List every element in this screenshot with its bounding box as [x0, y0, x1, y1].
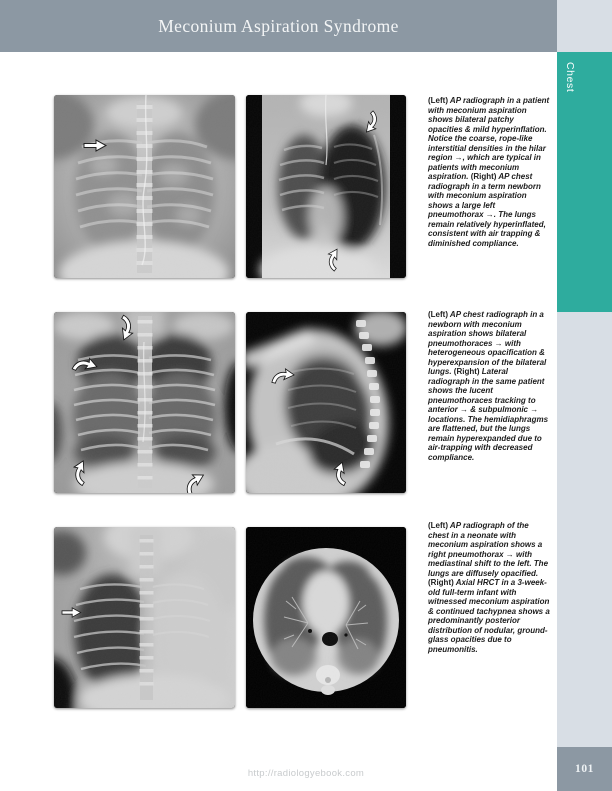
- xray-lateral-image: [246, 312, 406, 493]
- xray-ap-pneumothorax-figure: [246, 95, 406, 278]
- section-tab-chest: [557, 52, 612, 312]
- xray-ap-right-pneumothorax-figure: [54, 527, 235, 708]
- caption-left-label: (Left): [428, 310, 448, 319]
- right-margin-panel: [557, 312, 612, 747]
- caption-left-label: (Left): [428, 521, 448, 530]
- caption-left-text: AP radiograph of the chest in a neonate with meconium aspiration shows a right pneumothorax → with mediastinal shift to the left. The lungs are diffusely opacified.: [428, 521, 549, 578]
- caption-right-text: Lateral radiograph in the same patient shows the lucent pneumothoraces tracking to anterior → & subpulmonic → locations. The hemidiaphragms are flattened, but the lungs remain hyperexpanded due to air-trapping with decreased compliance.: [428, 367, 549, 462]
- ct-axial-hrct-image: [246, 527, 406, 708]
- xray-ap-bilateral-image: [54, 312, 235, 493]
- xray-ap-bilateral-pneumothoraces-figure: [54, 312, 235, 493]
- footer-url: http://radiologyebook.com: [247, 768, 365, 779]
- page-title: Meconium Aspiration Syndrome: [158, 15, 399, 36]
- page-number: 101: [574, 763, 595, 775]
- caption-right-text: AP chest radiograph in a term newborn with meconium aspiration shows a large left pneumothorax →. The lungs remain relatively hyperinflated, consistent with air trapping & diminished compliance.: [428, 172, 546, 248]
- caption-right-label: (Right): [428, 578, 454, 587]
- caption-right-text: Axial HRCT in a 3-week-old full-term infant with witnessed meconium aspiration & continued tachypnea shows a predominantly posterior distribution of nodular, ground-glass opacities due to pneumonitis.: [428, 578, 550, 654]
- figure-caption-row2: [428, 310, 550, 462]
- header-bar: [0, 0, 557, 52]
- xray-lateral-figure: [246, 312, 406, 493]
- caption-left-text: AP radiograph in a patient with meconium aspiration shows bilateral patchy opacities & mild hyperinflation. Notice the coarse, rope-like interstitial densities in the hilar region →, which are typical in patients with meconium aspiration.: [428, 96, 550, 181]
- xray-ap-infant-image: [54, 95, 235, 278]
- figure-caption-row3: [428, 521, 550, 654]
- caption-right-label: (Right): [453, 367, 480, 376]
- caption-left-label: (Left): [428, 96, 448, 105]
- header-corner-block: [557, 0, 612, 52]
- ct-axial-hrct-figure: [246, 527, 406, 708]
- xray-ap-infant-figure: [54, 95, 235, 278]
- figure-caption-row1: [428, 96, 550, 248]
- caption-left-text: AP chest radiograph in a newborn with meconium aspiration shows bilateral pneumothoraces → with heterogeneous opacification & hyperexpansion of the bilateral lungs.: [428, 310, 547, 376]
- caption-right-label: (Right): [470, 172, 497, 181]
- xray-ap-pneumothorax-image: [246, 95, 406, 278]
- xray-ap-right-pneumothorax-image: [54, 527, 235, 708]
- section-tab-label: Chest: [564, 62, 576, 93]
